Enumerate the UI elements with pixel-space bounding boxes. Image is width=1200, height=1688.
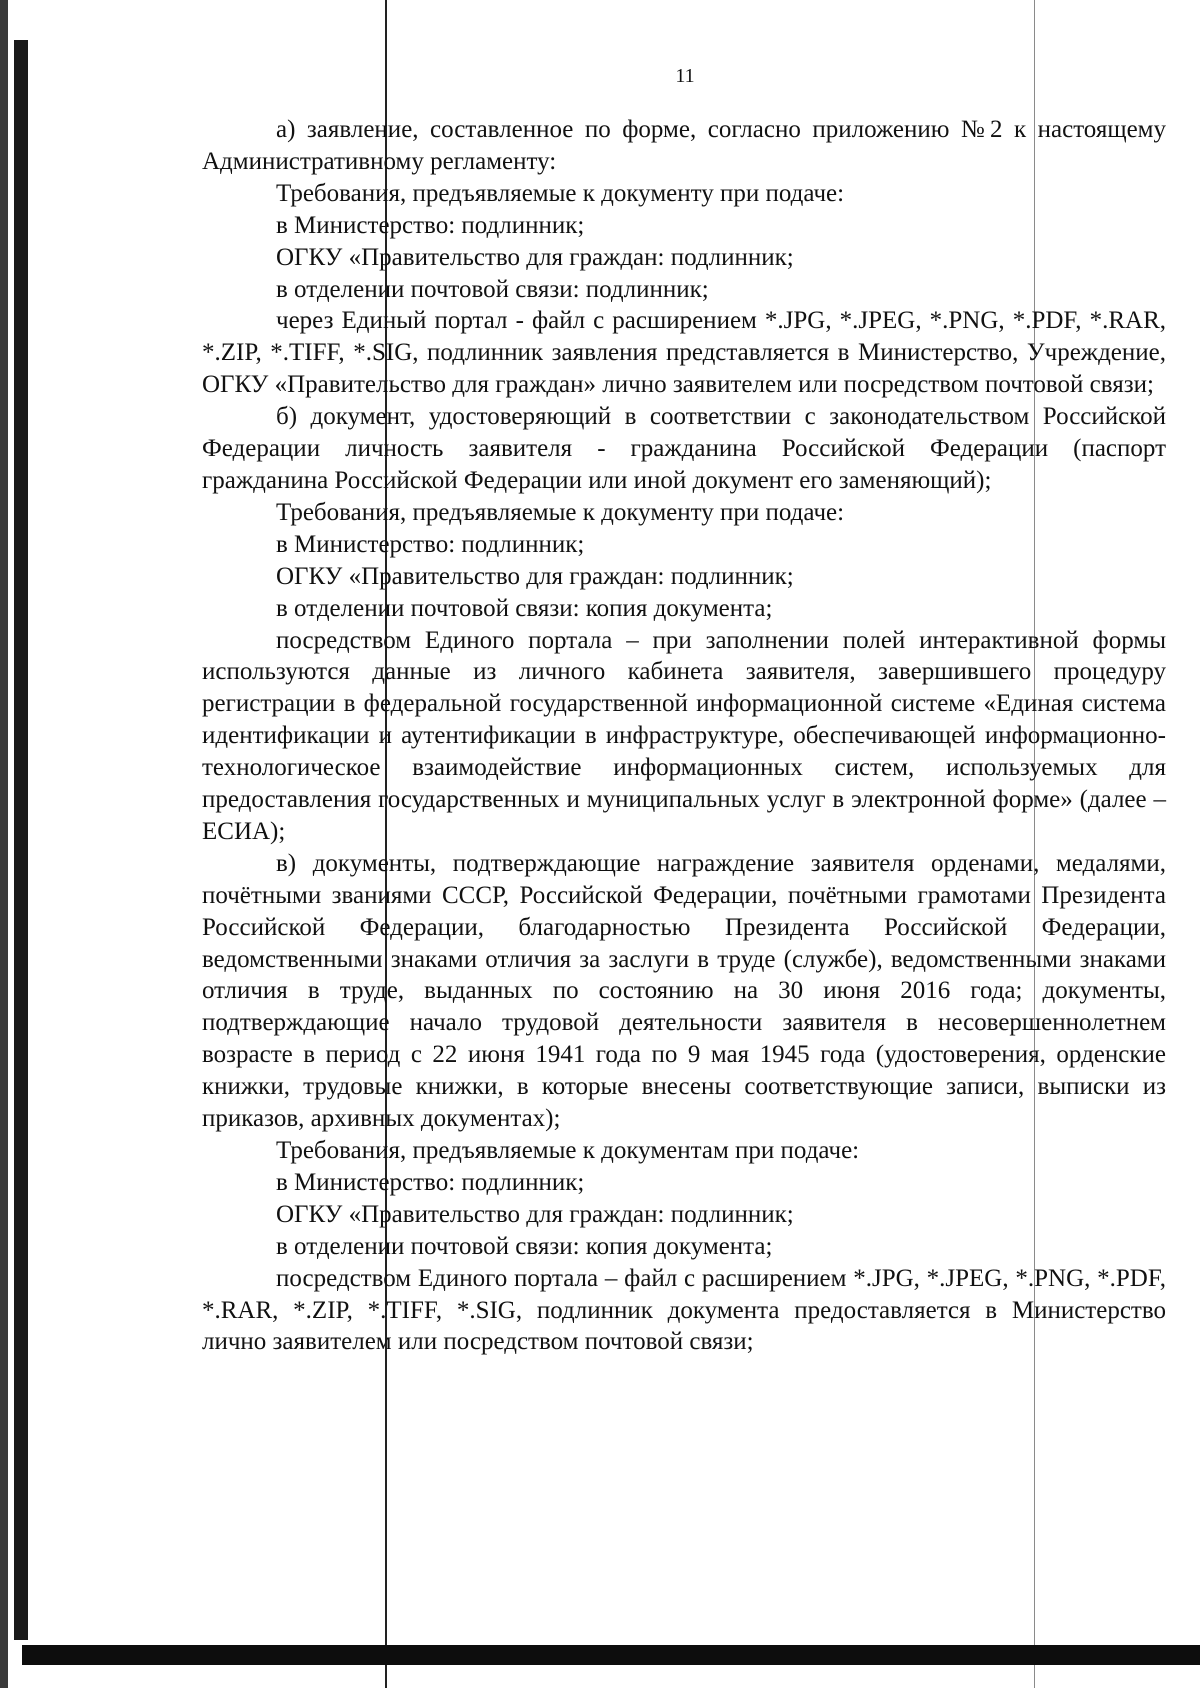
paragraph-identity-document: б) документ, удостоверяющий в соответствии с законодательством Российской Федерации личность заявителя - гражданина Российской Федерации (паспорт гражданина Российской Федерации или иной документ его заменяющий);	[202, 403, 1166, 494]
document-body	[202, 114, 1166, 1358]
paragraph-requirements-heading: Требования, предъявляемые к документу при подаче:	[276, 498, 845, 526]
paragraph-requirements-heading: Требования, предъявляемые к документам при подаче:	[276, 1137, 860, 1164]
paragraph-ministry: в Министерство: подлинник;	[276, 530, 585, 558]
scan-edge-bottom	[22, 1645, 1200, 1665]
paragraph-portal: через Единый портал - файл с расширением *.JPG, *.JPEG, *.PNG, *.PDF, *.RAR, *.ZIP, *.TIFF, *.SIG, подлинник заявления представляется в Министерство, Учреждение, ОГКУ «Правительство для граждан» лично заявителем или посредством почтовой связи;	[202, 307, 1166, 399]
paragraph-requirements-heading: Требования, предъявляемые к документу при подаче:	[276, 179, 845, 207]
paragraph-post-office: в отделении почтовой связи: копия документа;	[276, 1232, 773, 1260]
paragraph-ministry: в Министерство: подлинник;	[276, 1168, 585, 1196]
paragraph-post-office: в отделении почтовой связи: подлинник;	[276, 275, 709, 303]
paragraph-portal-esia: посредством Единого портала – при заполнении полей интерактивной формы используются данные из личного кабинета заявителя, завершившего процедуру регистрации в федеральной государственной информационной системе «Единая система идентификации и аутентификации в инфраструктуре, обеспечивающей информационно-технологическое взаимодействие информационных систем, используемых для предоставления государственных и муниципальных услуг в электронной форме» (далее – ЕСИА);	[202, 626, 1166, 845]
scan-edge-left-inner	[14, 40, 28, 1640]
paragraph-award-documents: в) документы, подтверждающие награждение заявителя орденами, медалями, почётными званиями СССР, Российской Федерации, почётными грамотами Президента Российской Федерации, благодарностью Президента Российской Федерации, ведомственными знаками отличия за заслуги в труде (службе), ведомственными знаками отличия в труде, выданных по состоянию на 30 июня 2016 года; документы, подтверждающие начало трудовой деятельности заявителя в несовершеннолетнем возрасте в период с 22 июня 1941 года по 9 мая 1945 года (удостоверения, орденские книжки, трудовые книжки, в которые внесены соответствующие записи, выписки из приказов, архивных документах);	[202, 849, 1166, 1133]
page-number: 11	[675, 65, 695, 87]
paragraph-application: а) заявление, составленное по форме, согласно приложению №2 к настоящему Административному регламенту:	[202, 116, 1166, 175]
paragraph-ogku: ОГКУ «Правительство для граждан: подлинник;	[276, 562, 794, 590]
paragraph-post-office: в отделении почтовой связи: копия документа;	[276, 594, 773, 622]
paragraph-ministry: в Министерство: подлинник;	[276, 211, 585, 239]
paragraph-portal-files: посредством Единого портала – файл с расширением *.JPG, *.JPEG, *.PNG, *.PDF, *.RAR, *.ZIP, *.TIFF, *.SIG, подлинник документа предоставляется в Министерство лично заявителем или посредством почтовой связи;	[202, 1264, 1166, 1356]
paragraph-ogku: ОГКУ «Правительство для граждан: подлинник;	[276, 243, 794, 271]
scan-edge-left	[0, 0, 8, 1688]
paragraph-ogku: ОГКУ «Правительство для граждан: подлинник;	[276, 1200, 794, 1228]
